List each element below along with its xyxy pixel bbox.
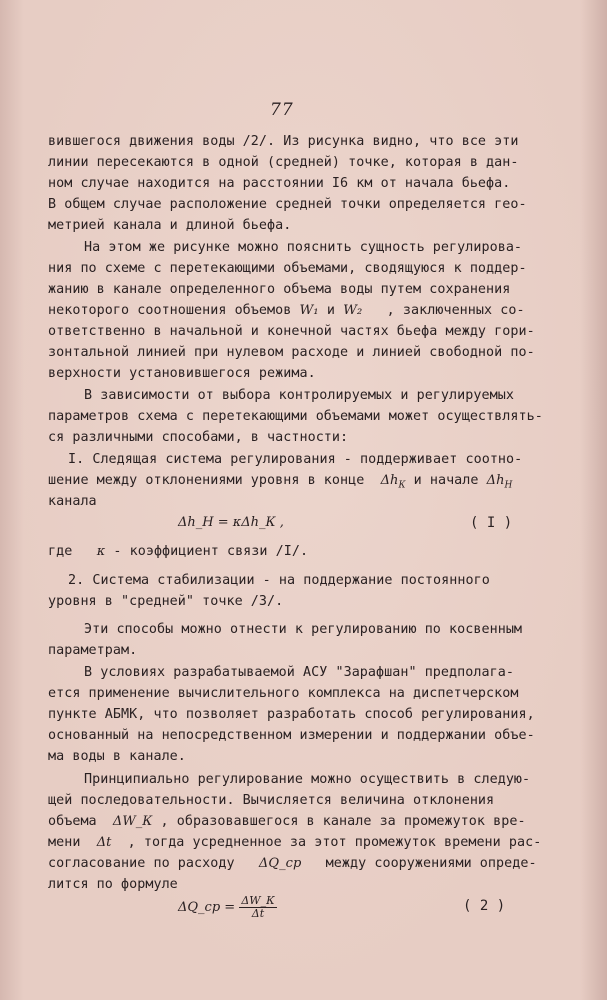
symbol-delta-t: Δt bbox=[96, 835, 112, 850]
text-line: пункте АБМК, что позволяет разработать способ регулирования, bbox=[48, 707, 535, 722]
text-line-with-symbols bbox=[48, 303, 525, 319]
text-line: ном случае находится на расстоянии I6 км от начала бьефа. bbox=[48, 176, 511, 191]
text-line-with-symbols bbox=[48, 473, 512, 494]
text-line: 2. Система стабилизации - на поддержание постоянного bbox=[68, 573, 490, 588]
symbol-delta-hn: $\Delta h_Н$ bbox=[486, 473, 513, 491]
text-line: верхности установившегося режима. bbox=[48, 366, 316, 381]
fraction bbox=[239, 895, 276, 920]
symbol-delta-wk: ΔW_К bbox=[112, 814, 153, 829]
text-line: ответственно в начальной и конечной частях бьефа между гори- bbox=[48, 324, 535, 339]
text-line: уровня в "средней" точке /3/. bbox=[48, 594, 284, 609]
text-line: ма воды в канале. bbox=[48, 749, 186, 764]
text-fragment: согласование по расходу bbox=[48, 856, 235, 871]
text-fragment: и начале bbox=[413, 473, 479, 488]
text-line: I. Следящая система регулирования - поддерживает соотно- bbox=[68, 452, 523, 467]
text-fragment: объема bbox=[48, 814, 97, 829]
symbol-w2: W₂ bbox=[343, 303, 363, 318]
symbol-delta-hk: $\Delta h_К$ bbox=[380, 473, 406, 491]
text-line: лится по формуле bbox=[48, 877, 178, 892]
text-line: линии пересекаются в одной (средней) точке, которая в дан- bbox=[48, 155, 519, 170]
text-line: щей последовательности. Вычисляется величина отклонения bbox=[48, 793, 495, 808]
page-number: 77 bbox=[270, 100, 294, 120]
text-line: ся различными способами, в частности: bbox=[48, 430, 349, 445]
text-fragment: мени bbox=[48, 835, 81, 850]
text-fragment: , образовавшегося в канале за промежуток вре- bbox=[160, 814, 526, 829]
text-line-with-symbols bbox=[48, 856, 537, 872]
text-fragment: шение между отклонениями уровня в конце bbox=[48, 473, 365, 488]
text-line: ется применение вычислительного комплекса на диспетчерском bbox=[48, 686, 519, 701]
text-line-with-symbols bbox=[48, 814, 526, 830]
text-line: В зависимости от выбора контролируемых и регулируемых bbox=[84, 388, 514, 403]
text-line: Принципиально регулирование можно осуществить в следую- bbox=[84, 772, 531, 787]
symbol-delta-qcp: ΔQ_ср bbox=[258, 856, 302, 871]
text-line: параметрам. bbox=[48, 643, 138, 658]
equation-number: ( I ) bbox=[470, 515, 513, 531]
equation-number: ( 2 ) bbox=[463, 898, 506, 914]
text-fragment: , тогда усредненное за этот промежуток времени рас- bbox=[127, 835, 542, 850]
text-fragment: - коэффициент связи /I/. bbox=[113, 544, 309, 559]
equation-lhs: ΔQ_ср = bbox=[178, 900, 236, 915]
text-line: параметров схема с перетекающими объемами может осуществлять- bbox=[48, 409, 543, 424]
text-line-with-symbols bbox=[48, 835, 541, 851]
text-fragment: и bbox=[326, 303, 335, 318]
text-line: На этом же рисунке можно пояснить сущность регулирова- bbox=[84, 240, 523, 255]
symbol-kappa: κ bbox=[96, 544, 106, 559]
text-fragment: , заключенных со- bbox=[386, 303, 525, 318]
text-line: метрией канала и длиной бьефа. bbox=[48, 218, 292, 233]
text-line: В общем случае расположение средней точки определяется гео- bbox=[48, 197, 527, 212]
text-line: основанный на непосредственном измерении и поддержании объе- bbox=[48, 728, 535, 743]
text-line: ния по схеме с перетекающими объемами, сводящуюся к поддер- bbox=[48, 261, 527, 276]
equation-2 bbox=[178, 895, 277, 920]
text-fragment: некоторого соотношения объемов bbox=[48, 303, 292, 318]
text-line: жанию в канале определенного объема воды путем сохранения bbox=[48, 282, 511, 297]
fraction-denominator: Δt bbox=[251, 907, 265, 920]
text-fragment: между сооружениями опреде- bbox=[325, 856, 537, 871]
symbol-w1: W₁ bbox=[299, 303, 319, 318]
equation-1: Δh_Н = κΔh_К , bbox=[178, 515, 284, 530]
text-line-with-symbols bbox=[48, 544, 308, 560]
text-fragment: где bbox=[48, 544, 73, 559]
text-line: В условиях разрабатываемой АСУ "Зарафшан" предполага- bbox=[84, 665, 514, 680]
fraction-numerator: ΔW_К bbox=[241, 894, 275, 907]
text-line: зонтальной линией при нулевом расходе и линией свободной по- bbox=[48, 345, 535, 360]
text-line: Эти способы можно отнести к регулированию по косвенным bbox=[84, 622, 523, 637]
text-line: вившегося движения воды /2/. Из рисунка видно, что все эти bbox=[48, 134, 519, 149]
text-line: канала bbox=[48, 494, 97, 509]
